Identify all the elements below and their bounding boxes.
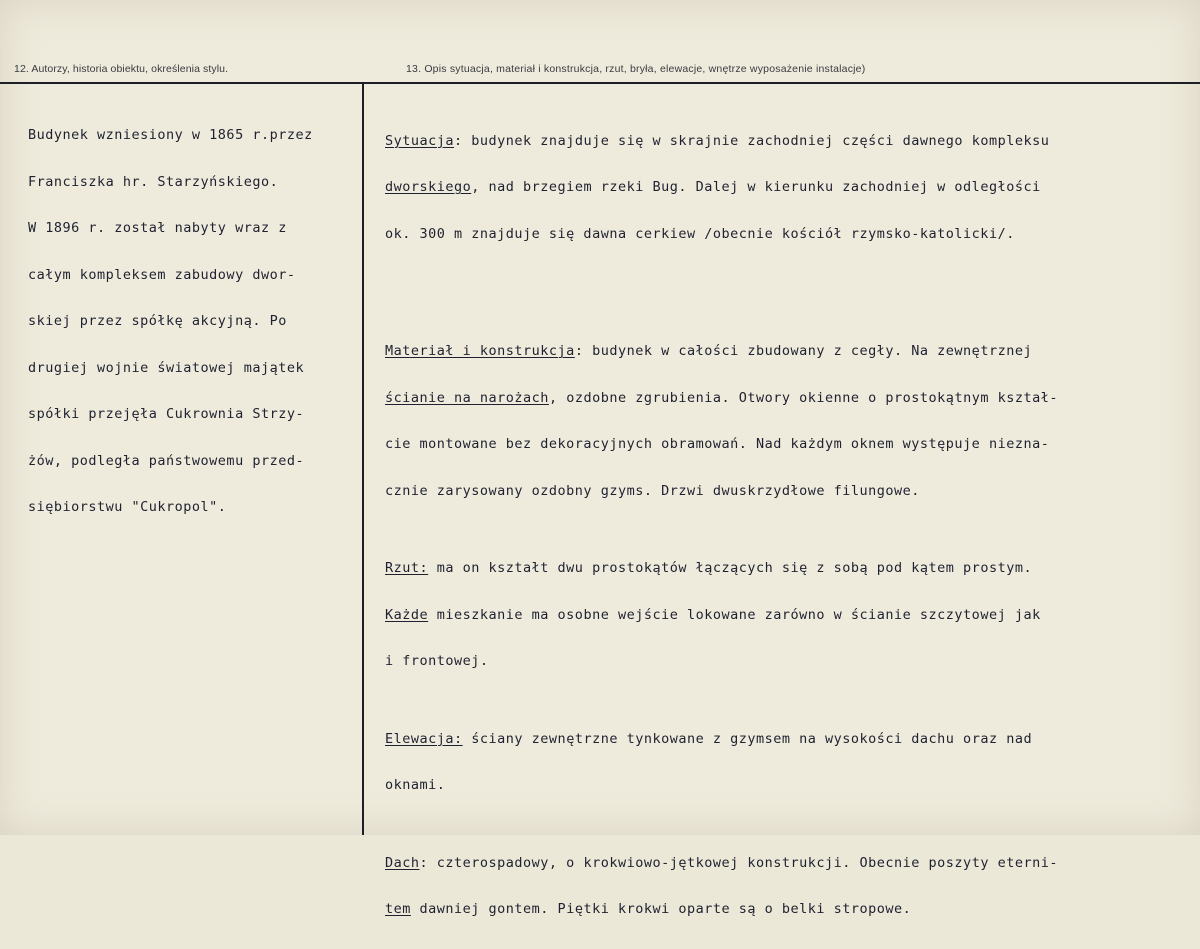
dach-text: dawniej gontem. Piętki krokwi oparte są o belki stropowe.: [410, 901, 912, 917]
material-line-3: cie montowane bez dekoracyjnych obramowań. Nad każdym oknem występuje niezna-: [385, 436, 1050, 452]
elewacja-line-2: oknami.: [385, 777, 446, 793]
material-line-1: [385, 344, 1058, 360]
sytuacja-line-1: [385, 134, 1058, 150]
form-header-row: [0, 58, 1200, 82]
sytuacja-text: , nad brzegiem rzeki Bug. Dalej w kierunku zachodniej w odległości: [471, 179, 1041, 195]
rzut-heading: Rzut:: [385, 560, 429, 576]
history-line: siębiorstwu "Cukropol".: [28, 499, 227, 515]
sytuacja-heading: Sytuacja: [385, 132, 455, 149]
column-divider: [362, 82, 364, 835]
description-text: [385, 87, 1058, 949]
history-text: [28, 97, 313, 547]
history-line: Budynek wzniesiony w 1865 r.przez: [28, 127, 313, 143]
sytuacja-line-2: [385, 180, 1058, 196]
history-line: drugiej wojnie światowej majątek: [28, 359, 305, 376]
paragraph-gap: [385, 273, 1058, 282]
material-underlined-phrase: ścianie na narożach: [385, 389, 549, 406]
rzut-underlined-word: Każde: [385, 606, 429, 623]
rzut-line-1: [385, 561, 1058, 577]
sytuacja-underlined-word: dworskiego: [385, 179, 472, 195]
dach-line-1: [385, 856, 1058, 872]
material-line-2: [385, 391, 1058, 407]
sytuacja-line-3: ok. 300 m znajduje się dawna cerkiew /obecnie kościół rzymsko-katolicki/.: [385, 225, 1015, 242]
header-rule: [0, 82, 1200, 84]
material-text: , ozdobne zgrubienia. Otwory okienne o prostokątnym kształ-: [548, 389, 1058, 406]
history-line: żów, podległa państwowemu przed-: [28, 452, 305, 469]
dach-underlined-word: tem: [385, 901, 411, 917]
rzut-line-3: i frontowej.: [385, 653, 489, 669]
material-heading: Materiał i konstrukcja: [385, 343, 575, 359]
history-line: W 1896 r. został nabyty wraz z: [28, 220, 287, 236]
dach-heading: Dach: [385, 854, 420, 871]
elewacja-text: ściany zewnętrzne tynkowane z gzymsem na wysokości dachu oraz nad: [462, 730, 1033, 747]
sytuacja-text: : budynek znajduje się w skrajnie zachodniej części dawnego kompleksu: [454, 132, 1050, 149]
dach-text: : czterospadowy, o krokwiowo-jętkowej konstrukcji. Obecnie poszyty eterni-: [419, 854, 1058, 871]
history-line: skiej przez spółkę akcyjną. Po: [28, 313, 287, 329]
dach-line-2: [385, 902, 1058, 918]
section-12-label: 12. Autorzy, historia obiektu, określenia stylu.: [14, 63, 229, 75]
material-line-4: cznie zarysowany ozdobny gzyms. Drzwi dwuskrzydłowe filungowe.: [385, 482, 920, 499]
history-line: spółki przejęła Cukrownia Strzy-: [28, 406, 305, 422]
rzut-text: ma on kształt dwu prostokątów łączących się z sobą pod kątem prostym.: [428, 560, 1033, 576]
rzut-text: mieszkanie ma osobne wejście lokowane zarówno w ścianie szczytowej jak: [428, 606, 1041, 623]
elewacja-heading: Elewacja:: [385, 730, 463, 747]
history-line: całym kompleksem zabudowy dwor-: [28, 266, 296, 283]
section-13-label: 13. Opis sytuacja, materiał i konstrukcja, rzut, bryła, elewacje, wnętrze wyposażenie instalacje): [406, 63, 866, 75]
history-line: Franciszka hr. Starzyńskiego.: [28, 173, 279, 190]
rzut-line-2: [385, 608, 1058, 624]
material-text: : budynek w całości zbudowany z cegły. Na zewnętrznej: [574, 343, 1033, 359]
elewacja-line-1: [385, 732, 1058, 748]
